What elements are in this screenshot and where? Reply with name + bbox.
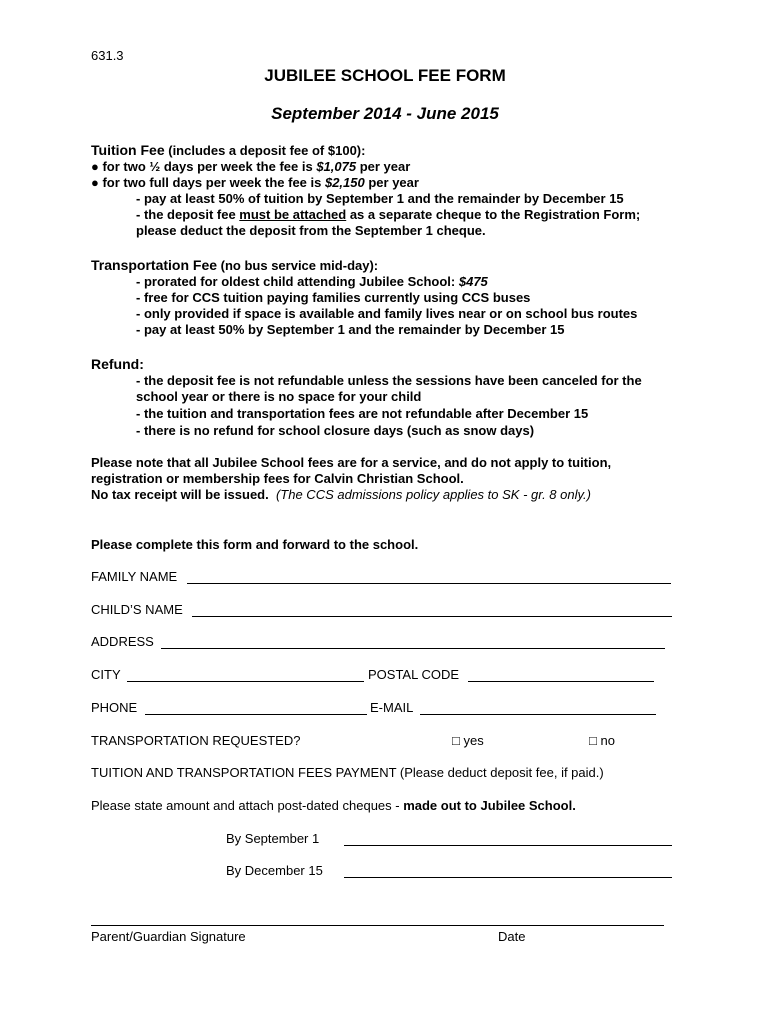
fee-amount: $2,150 — [324, 175, 365, 190]
cheques-instruction — [91, 798, 576, 813]
sub-text: as a separate cheque to the Registration Form; — [346, 207, 641, 222]
refund-sub-3: - there is no refund for school closure days (such as snow days) — [136, 423, 535, 438]
transport-no-checkbox[interactable]: □ no — [589, 733, 615, 748]
transport-heading-note: (no bus service mid-day): — [217, 258, 379, 273]
postal-code-label: POSTAL CODE — [368, 667, 460, 682]
bullet-text: per year — [356, 159, 411, 174]
bullet-text: ● for two ½ days per week the fee is — [91, 159, 317, 174]
tuition-bullet-half-days — [91, 159, 410, 174]
admissions-policy-note: (The CCS admissions policy applies to SK - gr. 8 only.) — [275, 487, 591, 502]
signature-label: Parent/Guardian Signature — [91, 929, 246, 944]
note-line-1: Please note that all Jubilee School fees are for a service, and do not apply to tuition, — [91, 455, 612, 470]
family-name-label: FAMILY NAME — [91, 569, 178, 584]
date-label: Date — [498, 929, 526, 944]
refund-sub-2: - the tuition and transportation fees are not refundable after December 15 — [136, 406, 589, 421]
sub-text: - prorated for oldest child attending Jubilee School: — [136, 274, 459, 289]
form-subtitle: September 2014 - June 2015 — [271, 104, 499, 123]
phone-label: PHONE — [91, 700, 138, 715]
by-december-label: By December 15 — [226, 863, 323, 878]
city-field[interactable] — [127, 681, 364, 682]
transport-requested-label: TRANSPORTATION REQUESTED? — [91, 733, 301, 748]
transport-sub-2: - free for CCS tuition paying families currently using CCS buses — [136, 290, 531, 305]
transport-heading: Transportation Fee — [91, 257, 218, 273]
note-line-3 — [91, 487, 591, 502]
sub-text: - the deposit fee — [136, 207, 240, 222]
document-code: 631.3 — [91, 48, 124, 63]
payment-label: TUITION AND TRANSPORTATION FEES PAYMENT (Please deduct deposit fee, if paid.) — [91, 765, 604, 780]
address-label: ADDRESS — [91, 634, 154, 649]
child-name-label: CHILD’S NAME — [91, 602, 183, 617]
email-label: E-MAIL — [370, 700, 414, 715]
tuition-sub-2 — [136, 207, 640, 222]
refund-heading: Refund: — [91, 356, 144, 372]
refund-sub-1b: school year or there is no space for your child — [136, 389, 422, 404]
transport-sub-4: - pay at least 50% by September 1 and the remainder by December 15 — [136, 322, 565, 337]
by-september-field[interactable] — [344, 845, 672, 846]
form-instruction: Please complete this form and forward to the school. — [91, 537, 419, 552]
fee-amount: $1,075 — [316, 159, 357, 174]
by-december-field[interactable] — [344, 877, 672, 878]
tuition-heading-note: (includes a deposit fee of $100): — [164, 143, 366, 158]
underlined-text: must be attached — [239, 207, 347, 222]
refund-sub-1: - the deposit fee is not refundable unless the sessions have been canceled for the — [136, 373, 642, 388]
email-field[interactable] — [420, 714, 656, 715]
bullet-text: ● for two full days per week the fee is — [91, 175, 325, 190]
transport-sub-1 — [136, 274, 488, 289]
tuition-sub-1: - pay at least 50% of tuition by September 1 and the remainder by December 15 — [136, 191, 624, 206]
form-title: JUBILEE SCHOOL FEE FORM — [264, 66, 506, 85]
city-label: CITY — [91, 667, 121, 682]
bullet-text: per year — [364, 175, 419, 190]
tuition-heading-line — [91, 142, 365, 158]
cheques-text: Please state amount and attach post-dated cheques - — [91, 798, 404, 813]
child-name-field[interactable] — [192, 616, 672, 617]
by-september-label: By September 1 — [226, 831, 320, 846]
address-field[interactable] — [161, 648, 665, 649]
tuition-heading: Tuition Fee — [91, 142, 165, 158]
tuition-sub-3: please deduct the deposit from the September 1 cheque. — [136, 223, 486, 238]
signature-line[interactable] — [91, 925, 664, 926]
transport-heading-line — [91, 257, 378, 273]
phone-field[interactable] — [145, 714, 367, 715]
fee-amount: $475 — [458, 274, 488, 289]
transport-sub-3: - only provided if space is available and family lives near or on school bus routes — [136, 306, 638, 321]
cheques-payee: made out to Jubilee School. — [403, 798, 576, 813]
transport-yes-checkbox[interactable]: □ yes — [452, 733, 484, 748]
postal-code-field[interactable] — [468, 681, 654, 682]
no-tax-receipt-text: No tax receipt will be issued. — [91, 487, 269, 502]
note-line-2: registration or membership fees for Calvin Christian School. — [91, 471, 464, 486]
family-name-field[interactable] — [187, 583, 671, 584]
tuition-bullet-full-days — [91, 175, 419, 190]
